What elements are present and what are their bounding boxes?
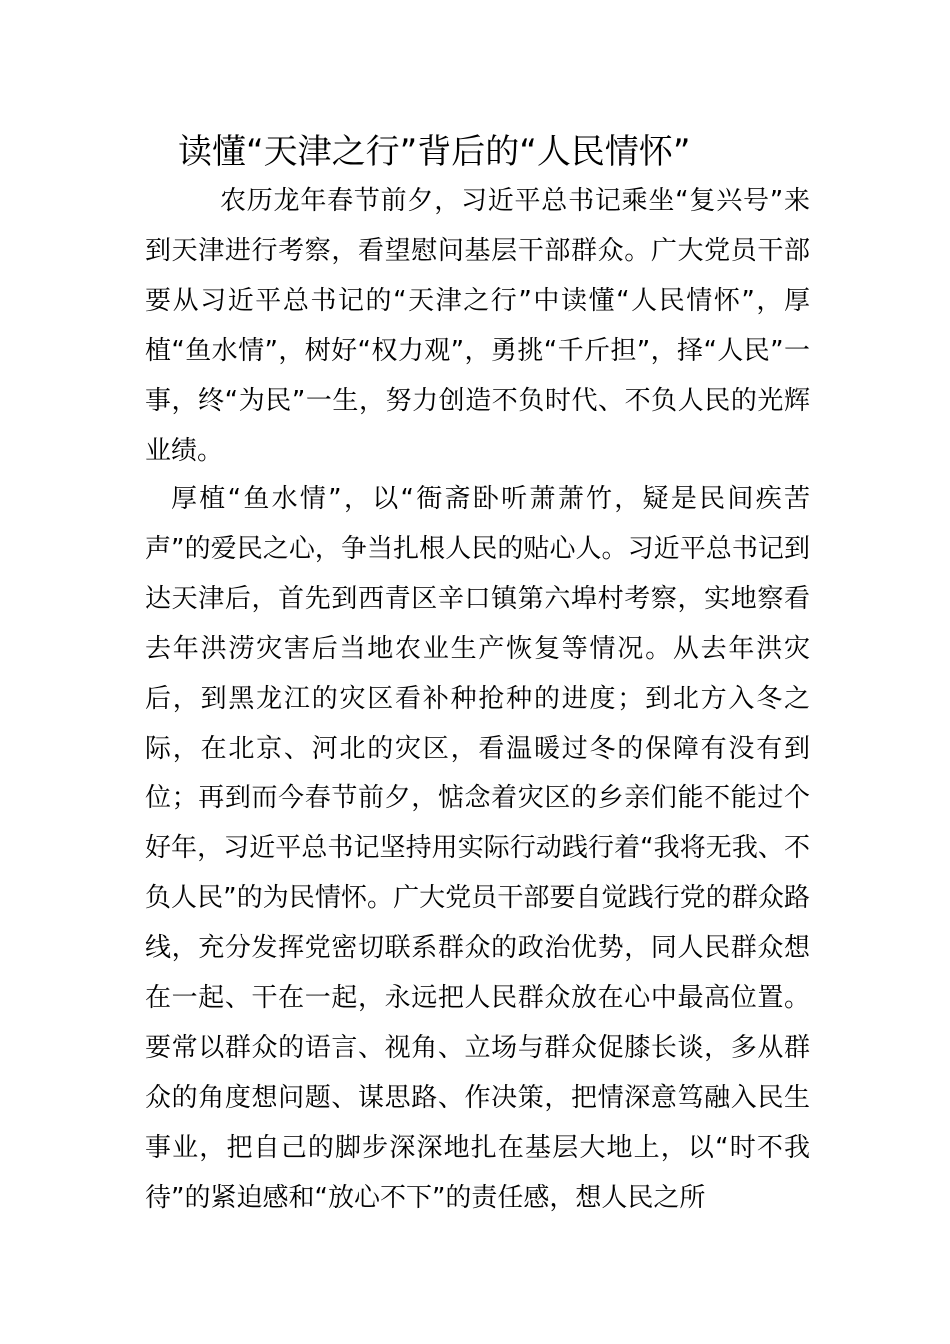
paragraph-2: 厚植“鱼水情”，以“衙斋卧听萧萧竹，疑是民间疾苦声”的爱民之心，争当扎根人民的贴心人。习近平总书记到达天津后，首先到西青区辛口镇第六埠村考察，实地察看去年洪涝灾害后当地农业生产恢复等情况。从去年洪灾后，到黑龙江的灾区看补种抢种的进度；到北方入冬之际，在北京、河北的灾区，看温暖过冬的保障有没有到位；再到而今春节前夕，惦念着灾区的乡亲们能不能过个好年，习近平总书记坚持用实际行动践行着“我将无我、不负人民”的为民情怀。广大党员干部要自觉践行党的群众路线，充分发挥党密切联系群众的政治优势，同人民群众想在一起、干在一起，永远把人民群众放在心中最高位置。要常以群众的语言、视角、立场与群众促膝长谈，多从群众的角度想问题、谋思路、作决策，把情深意笃融入民生事业，把自己的脚步深深地扎在基层大地上，以“时不我待”的紧迫感和“放心不下”的责任感，想人民之所: [145, 484, 810, 1213]
document-title: 读懂“天津之行”背后的“人民情怀”: [178, 132, 691, 172]
paragraph-1: 农历龙年春节前夕，习近平总书记乘坐“复兴号”来到天津进行考察，看望慰问基层干部群众。广大党员干部要从习近平总书记的“天津之行”中读懂“人民情怀”，厚植“鱼水情”，树好“权力观”，勇挑“千斤担”，择“人民”一事，终“为民”一生，努力创造不负时代、不负人民的光辉业绩。: [145, 186, 810, 466]
